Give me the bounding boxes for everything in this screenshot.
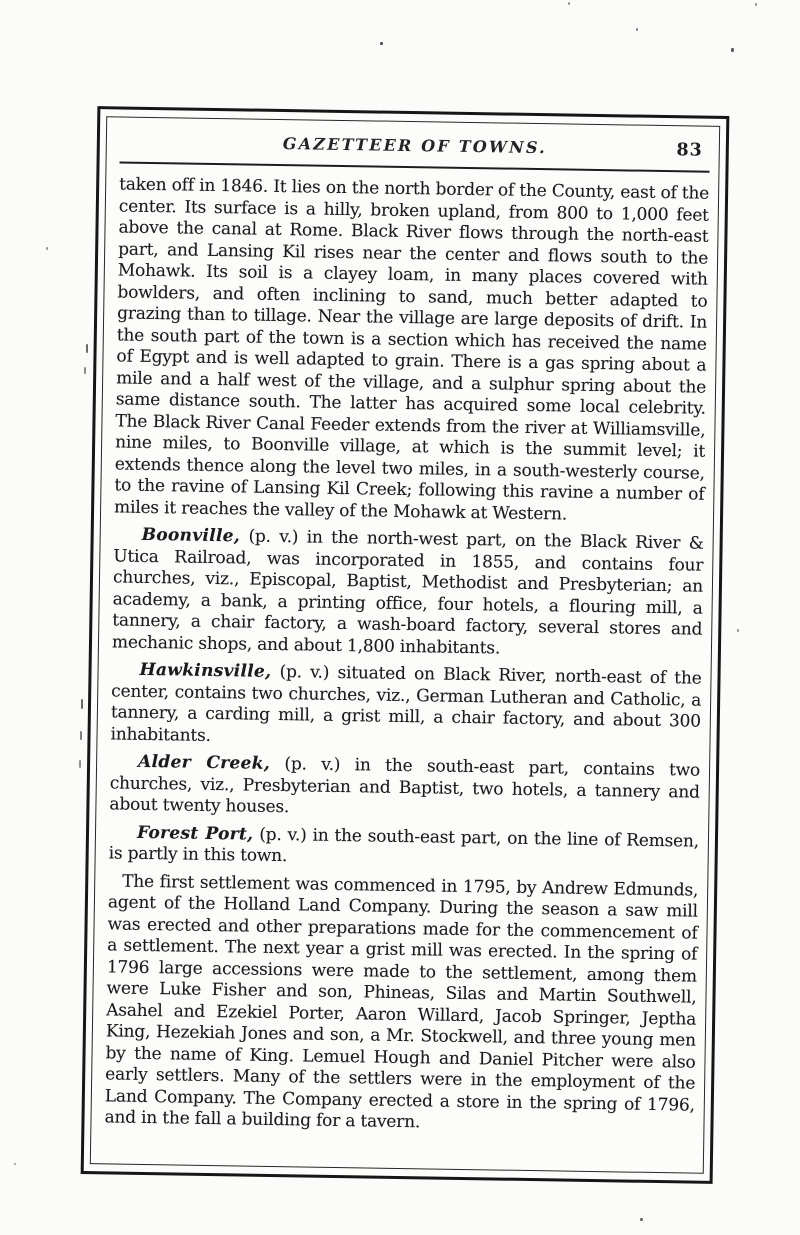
paragraph-alder-creek: [109, 752, 700, 826]
scan-speck: [380, 42, 383, 45]
paragraph-text: (p. v.) in the north-west part, on the Black River & Utica Railroad, was incorporated in 1855, and contains four churches, viz., Episcopal, Baptist, Methodist and Presbyterian; an academy, a bank, a printing office, four hotels, a flouring mill, a tannery, a chair factory, a wash-board factory, several stores and mechanic shops, and about 1,800 inhabitants.: [111, 526, 704, 659]
page-number: 83: [676, 140, 703, 161]
town-name-boonville: Boonville,: [141, 525, 241, 547]
town-name-alder-creek: Alder Creek,: [137, 752, 271, 775]
paragraph-text: (p. v.) in the south-east part, on the line of Remsen, is partly in this town.: [108, 824, 700, 867]
scan-speck: [14, 1163, 16, 1165]
town-name-forest-port: Forest Port,: [136, 822, 254, 845]
running-header: [120, 131, 710, 163]
paragraph-text: (p. v.) in the south-east part, contains two churches, viz., Presbyterian and Baptist, two hotels, a tannery and about twenty houses.: [109, 754, 701, 818]
scan-speck: [81, 699, 83, 709]
scan-speck: [640, 1218, 643, 1221]
scan-speck: [737, 629, 739, 632]
page-border-inner: [90, 116, 720, 1174]
scan-speck: [636, 28, 638, 31]
scan-speck: [568, 2, 570, 5]
scan-speck: [755, 3, 757, 6]
page-body: [104, 175, 709, 1139]
paragraph-hawkinsville: [110, 660, 701, 755]
scan-speck: [731, 48, 734, 52]
paragraph-forest-port: [109, 822, 700, 874]
paragraph-boonville: [112, 525, 704, 663]
scan-speck: [80, 731, 82, 740]
scan-speck: [46, 247, 48, 250]
scan-speck: [79, 760, 81, 768]
scan-speck: [86, 344, 88, 353]
paragraph-text: (p. v.) situated on Black River, north-east of the center, contains two churches, viz., German Lutheran and Catholic, a tannery, a carding mill, a grist mill, a chair factory, and about 300 inhabitants.: [110, 662, 702, 746]
page-title: GAZETTEER OF TOWNS.: [282, 134, 548, 158]
paragraph-first-settlement: The first settlement was commenced in 1795, by Andrew Edmunds, agent of the Holland Land Company. During the season a saw mill was erected and other preparations made for the commencement of a settlement. The next year a grist mill was erected. In the spring of 1796 large accessions were made to the settlement, among them were Luke Fisher and son, Phineas, Silas and Martin Southwell, Asahel and Ezekiel Porter, Aaron Willard, Jacob Springer, Jeptha King, Hezekiah Jones and son, a Mr. Stockwell, and three young men by the name of King. Lemuel Hough and Daniel Pitcher were also early settlers. Many of the settlers were in the employment of the Land Company. The Company erected a store in the spring of 1796, and in the fall a building for a tavern.: [104, 871, 699, 1133]
scan-speck: [84, 367, 86, 374]
paragraph-town-description-continued: taken off in 1846. It lies on the north border of the County, east of the center. Its surface is a hilly, broken upland, from 800 to 1,000 feet above the canal at Rome. Black River flows through the north-east part, and Lansing Kil rises near the center and flows south to the Mohawk. Its soil is a clayey loam, in many places covered with bowlders, and often inclining to sand, much better adapted to grazing than to tillage. Near the village are large deposits of drift. In the south part of the town is a section which has received the name of Egypt and is well adapted to grain. There is a gas spring about a mile and a half west of the village, and a sulphur spring about the same distance south. The latter has acquired some local celebrity. The Black River Canal Feeder extends from the river at Williamsville, nine miles, to Boonville village, at which is the summit level; it extends thence along the level two miles, in a south-westerly course, to the ravine of Lansing Kil Creek; following this ravine a number of miles it reaches the valley of the Mohawk at Western.: [113, 174, 710, 525]
page-border-outer: [81, 106, 730, 1184]
town-name-hawkinsville: Hawkinsville,: [139, 660, 272, 683]
header-rule: [120, 161, 710, 172]
